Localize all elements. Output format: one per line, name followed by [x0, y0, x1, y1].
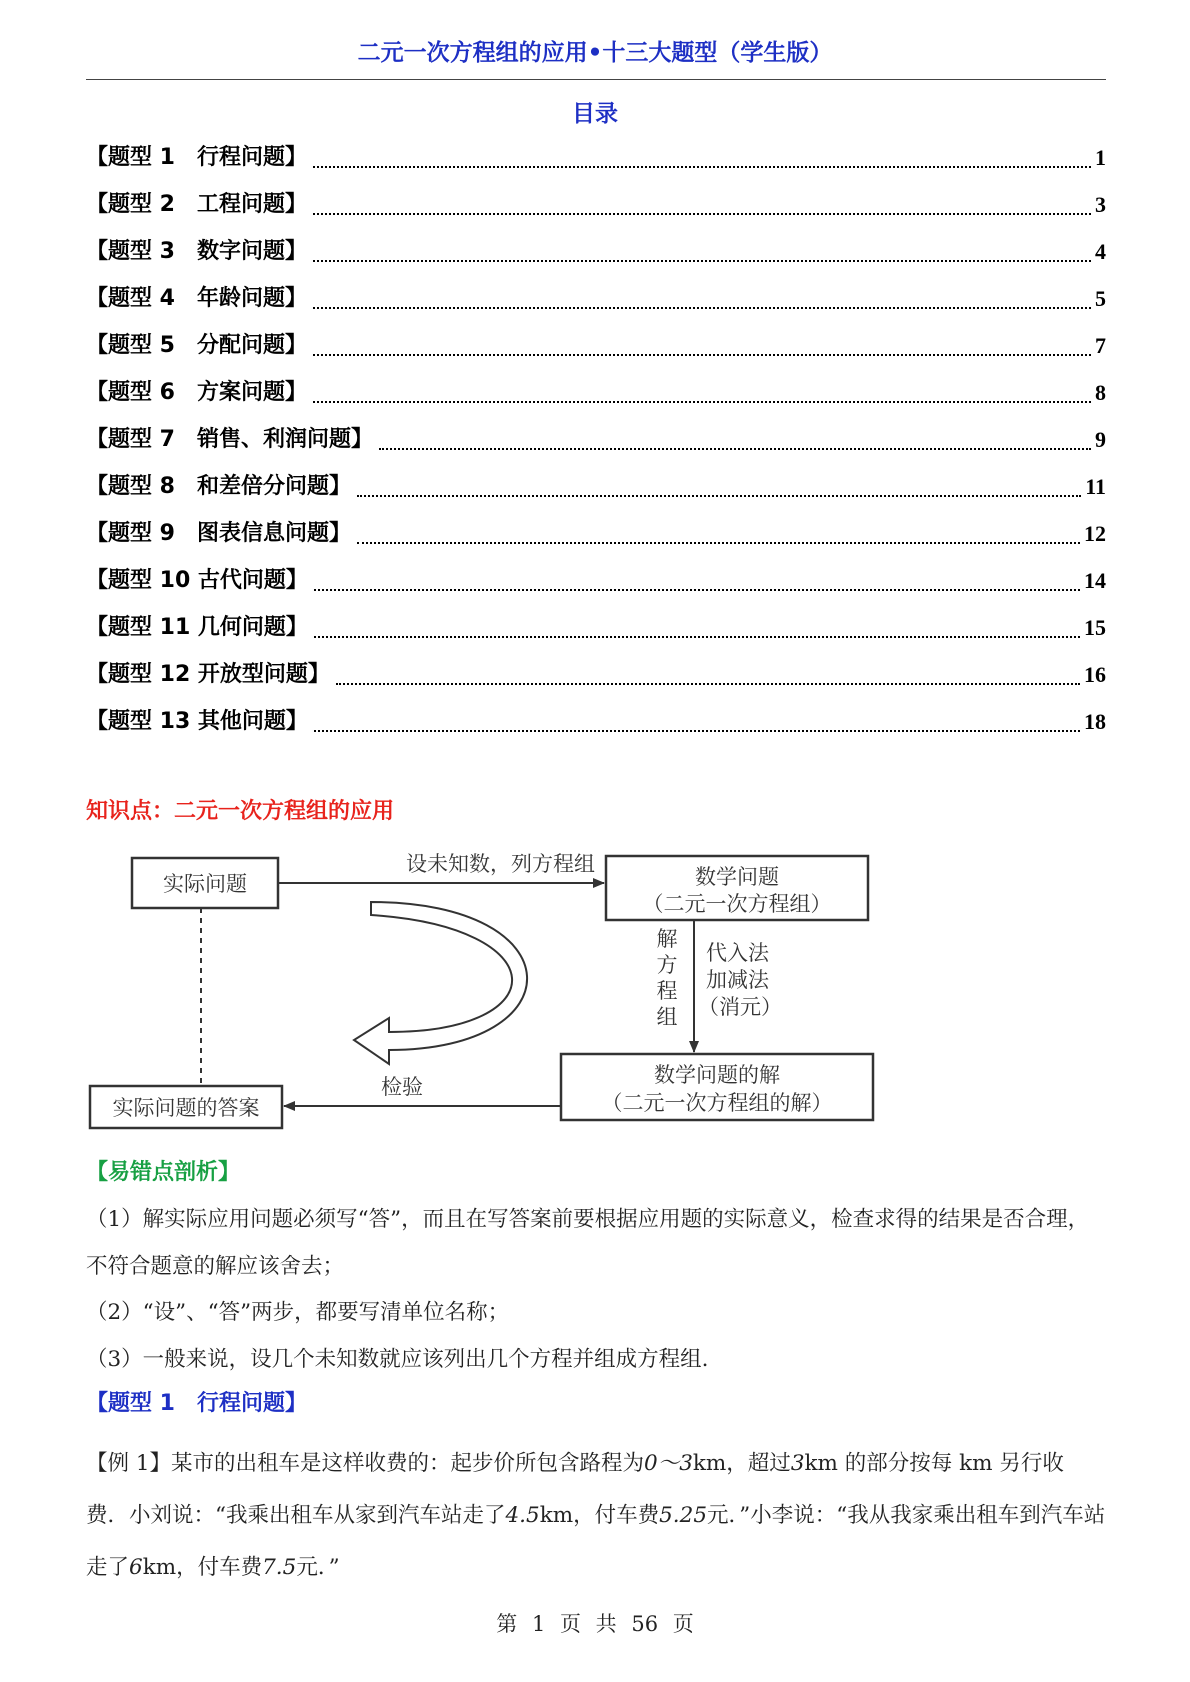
box-math-problem-line1: 数学问题: [695, 865, 779, 889]
toc-entry[interactable]: [86, 698, 1106, 745]
example-value: 7.5: [262, 1555, 297, 1580]
flow-diagram-svg: [86, 842, 906, 1142]
toc-entry[interactable]: [86, 369, 1106, 416]
toc-entry[interactable]: [86, 463, 1106, 510]
toc-entry-page: 14: [1084, 568, 1106, 593]
toc-leader-dots: [314, 636, 1080, 638]
toc-entry-page: 9: [1095, 427, 1106, 452]
document-title: 二元一次方程组的应用•十三大题型（学生版）: [357, 40, 833, 66]
method-substitution: 代入法: [706, 941, 769, 965]
example-label: 【例 1】: [86, 1451, 172, 1476]
example-text: 元．”小李说：“我从我家乘出租车到汽车站走了: [86, 1503, 1106, 1580]
solve-char-3: 程: [656, 979, 678, 1003]
toc-entry-page: 12: [1084, 521, 1106, 546]
toc-entry-label: 【题型 1 行程问题】: [86, 145, 307, 170]
toc-entry-label: 【题型 3 数字问题】: [86, 239, 307, 264]
toc-leader-dots: [379, 448, 1091, 450]
page-footer: 第 1 页 共 56 页: [496, 1612, 694, 1636]
example-1: [86, 1438, 1106, 1594]
toc-entry-page: 11: [1085, 474, 1106, 499]
toc-entry-page: 18: [1084, 709, 1106, 734]
example-value: 4.5: [505, 1503, 540, 1528]
toc-leader-dots: [314, 730, 1080, 732]
toc-entry-label: 【题型 6 方案问题】: [86, 380, 307, 405]
example-text: 元．”: [296, 1555, 340, 1580]
toc-leader-dots: [313, 354, 1091, 356]
toc-entry-label: 【题型 7 销售、利润问题】: [86, 427, 373, 452]
toc-entry[interactable]: [86, 557, 1106, 604]
toc-entry-label: 【题型 13 其他问题】: [86, 709, 308, 734]
toc-entry-label: 【题型 11 几何问题】: [86, 615, 308, 640]
toc-entry[interactable]: [86, 604, 1106, 651]
toc-entry[interactable]: [86, 322, 1106, 369]
example-text: km，付车费: [142, 1555, 263, 1580]
toc-entry-page: 4: [1095, 239, 1106, 264]
toc-entry-page: 3: [1095, 192, 1106, 217]
toc-entry-label: 【题型 4 年龄问题】: [86, 286, 307, 311]
toc-entry-label: 【题型 5 分配问题】: [86, 333, 307, 358]
arrow-bottom-label: 检验: [381, 1075, 423, 1099]
example-text: 某市的出租车是这样收费的：起步价所包含路程为: [171, 1451, 645, 1476]
box-math-problem-line2: （二元一次方程组）: [642, 892, 832, 916]
mistake-item-3: （3）一般来说，设几个未知数就应该列出几个方程并组成方程组.: [86, 1347, 709, 1372]
solve-char-2: 方: [656, 953, 678, 977]
toc-entry[interactable]: [86, 651, 1106, 698]
example-value: 3: [790, 1451, 805, 1476]
toc-title: 目录: [572, 101, 618, 127]
example-value: 5.25: [659, 1503, 707, 1528]
toc-leader-dots: [313, 307, 1091, 309]
toc-entry-page: 1: [1095, 145, 1106, 170]
box-actual-answer-label: 实际问题的答案: [112, 1096, 260, 1120]
toc-leader-dots: [313, 401, 1091, 403]
toc-entry-label: 【题型 10 古代问题】: [86, 568, 308, 593]
toc-entry[interactable]: [86, 416, 1106, 463]
header-divider: [86, 79, 1106, 80]
toc-entry-page: 8: [1095, 380, 1106, 405]
example-value: 0～3: [644, 1451, 693, 1476]
toc-entry-page: 16: [1084, 662, 1106, 687]
toc-entry-page: 15: [1084, 615, 1106, 640]
toc-leader-dots: [336, 683, 1080, 685]
toc-leader-dots: [313, 213, 1091, 215]
toc-entry[interactable]: [86, 228, 1106, 275]
mistake-item-1: （1）解实际应用问题必须写“答”，而且在写答案前要根据应用题的实际意义，检查求得的结果是否合理，不符合题意的解应该舍去；: [86, 1207, 1090, 1279]
common-mistakes-heading: 【易错点剖析】: [86, 1160, 241, 1185]
solve-char-4: 组: [656, 1005, 678, 1029]
toc-leader-dots: [313, 166, 1091, 168]
box-math-solution-line1: 数学问题的解: [654, 1063, 780, 1087]
toc-entry-label: 【题型 9 图表信息问题】: [86, 521, 351, 546]
toc-leader-dots: [313, 260, 1091, 262]
toc-entry-page: 7: [1095, 333, 1106, 358]
section-heading-type1: 【题型 1 行程问题】: [86, 1391, 307, 1416]
toc-entry-label: 【题型 8 和差倍分问题】: [86, 474, 351, 499]
flow-diagram: [86, 842, 906, 1142]
method-elimination: 加减法: [706, 968, 769, 992]
example-value: 6: [129, 1555, 143, 1580]
arrow-top-label: 设未知数，列方程组: [406, 852, 595, 876]
example-text: km，超过: [692, 1451, 791, 1476]
example-text: km，付车费: [539, 1503, 660, 1528]
toc-entry[interactable]: [86, 134, 1106, 181]
method-note: （消元）: [698, 995, 782, 1019]
toc-leader-dots: [314, 589, 1080, 591]
toc-entry-label: 【题型 2 工程问题】: [86, 192, 307, 217]
box-math-solution-line2: （二元一次方程组的解）: [601, 1091, 833, 1115]
toc-entry-page: 5: [1095, 286, 1106, 311]
mistake-item-2: （2）“设”、“答”两步，都要写清单位名称；: [86, 1300, 510, 1325]
toc-entry[interactable]: [86, 275, 1106, 322]
solve-char-1: 解: [656, 927, 678, 951]
toc-leader-dots: [357, 542, 1080, 544]
toc-entry-label: 【题型 12 开放型问题】: [86, 662, 330, 687]
toc-entry[interactable]: [86, 510, 1106, 557]
toc-leader-dots: [357, 495, 1081, 497]
toc-entry[interactable]: [86, 181, 1106, 228]
knowledge-heading: 知识点：二元一次方程组的应用: [86, 799, 395, 824]
table-of-contents: [86, 134, 1106, 745]
example-text: km 的部分按每 km 另行收费．小刘说：“我乘出租车从家到汽车站走了: [86, 1451, 1064, 1528]
curved-return-arrow: [354, 902, 527, 1064]
box-actual-problem-label: 实际问题: [163, 872, 247, 896]
